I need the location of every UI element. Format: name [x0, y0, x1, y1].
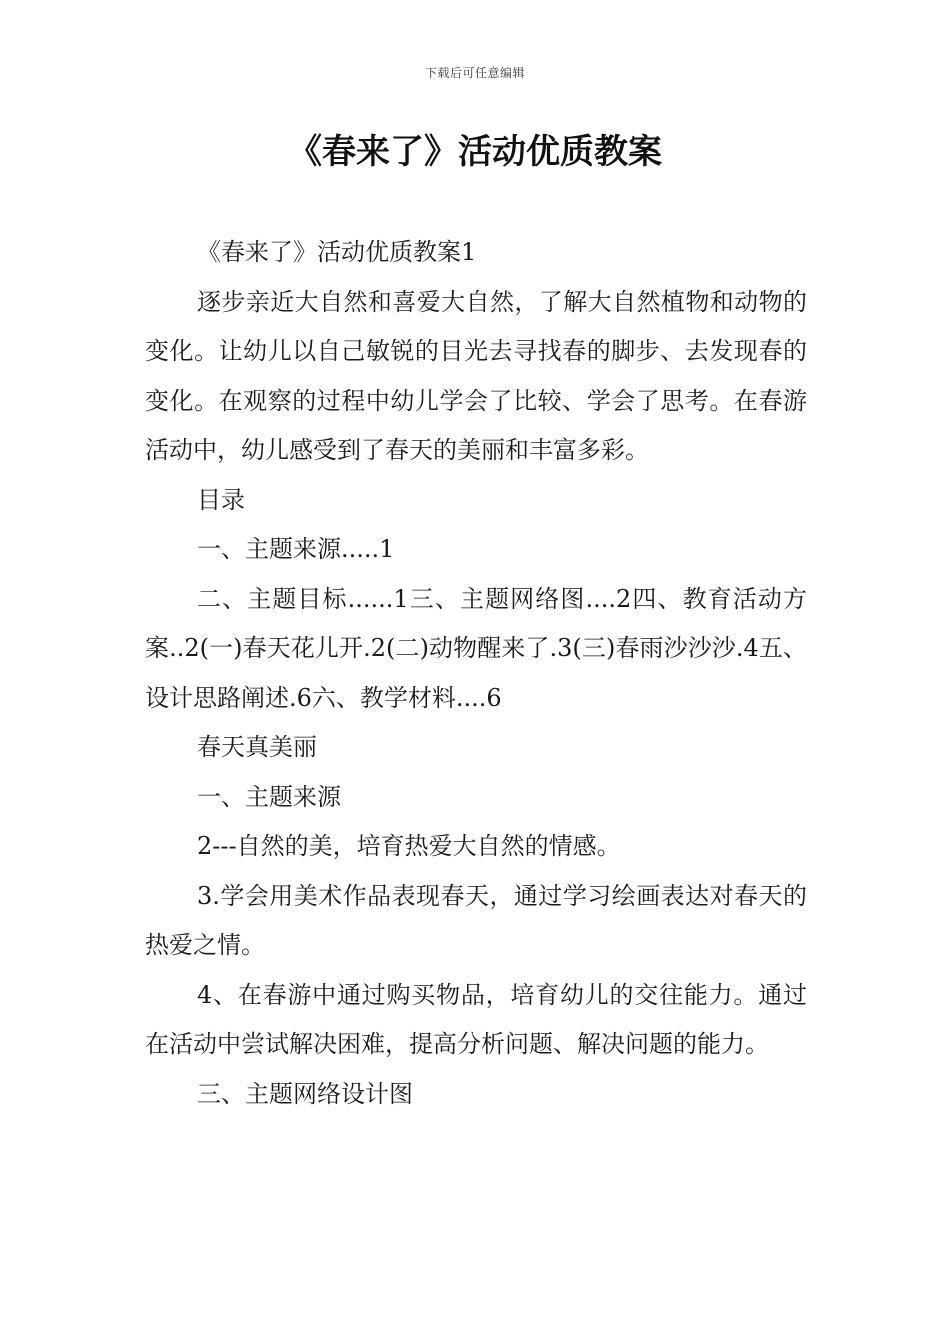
document-title: 《春来了》活动优质教案: [288, 132, 662, 172]
goal-item: 3.学会用美术作品表现春天，通过学习绘画表达对春天的热爱之情。: [145, 881, 807, 959]
goal-item: 4、在春游中通过购买物品，培育幼儿的交往能力。通过在活动中尝试解决困难，提高分析问题、解决问题的能力。: [145, 980, 807, 1058]
subsection-heading: 三、主题网络设计图: [197, 1079, 413, 1108]
document-body: [145, 228, 807, 1119]
theme-title: 春天真美丽: [197, 733, 317, 761]
section-heading: 《春来了》活动优质教案1: [197, 238, 477, 266]
header-note: 下载后可任意编辑: [424, 66, 525, 80]
toc-heading: 目录: [197, 485, 245, 514]
goal-item: 2---自然的美，培育热爱大自然的情感。: [197, 832, 621, 860]
toc-entry: 二、主题目标......1三、主题网络图....2四、教育活动方案..2(一)春天花儿开.2(二)动物醒来了.3(三)春雨沙沙沙.4五、设计思路阐述.6六、教学材料....6: [145, 584, 807, 712]
intro-paragraph: 逐步亲近大自然和喜爱大自然，了解大自然植物和动物的变化。让幼儿以自己敏锐的目光去寻找春的脚步、去发现春的变化。在观察的过程中幼儿学会了比较、学会了思考。在春游活动中，幼儿感受到了春天的美丽和丰富多彩。: [145, 287, 807, 464]
toc-entry: 一、主题来源.....1: [197, 535, 395, 563]
subsection-heading: 一、主题来源: [197, 782, 341, 811]
